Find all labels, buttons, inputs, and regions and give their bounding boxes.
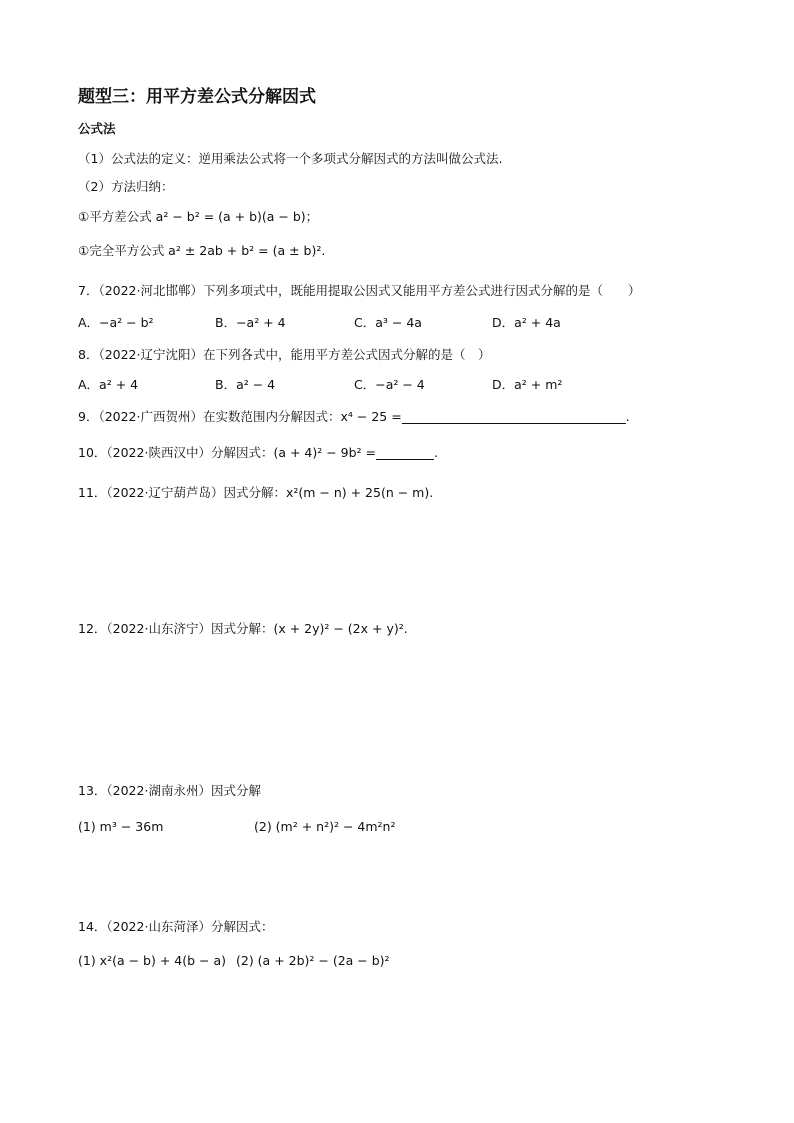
question-7-stem: 7．（2022·河北邯郸）下列多项式中，既能用提取公因式又能用平方差公式进行因式分解的是（ ） <box>78 283 641 298</box>
question-10-end: . <box>434 445 438 460</box>
question-9 <box>78 408 630 426</box>
page-title: 题型三：用平方差公式分解因式 <box>78 87 316 107</box>
question-8-option-a: A．a² + 4 <box>78 377 139 392</box>
intro-item-2: （2）方法归纳： <box>78 179 174 194</box>
question-10-stem: 10．（2022·陕西汉中）分解因式：(a + 4)² − 9b² = <box>78 445 377 460</box>
question-8-stem: 8．（2022·辽宁沈阳）在下列各式中，能用平方差公式因式分解的是（ ） <box>78 347 491 362</box>
question-10 <box>78 444 438 462</box>
formula-perfect-square: ①完全平方公式 a² ± 2ab + b² = (a ± b)². <box>78 243 326 258</box>
question-7-option-b: B．−a² + 4 <box>215 315 286 330</box>
question-8-option-c: C．−a² − 4 <box>354 377 425 392</box>
question-8-option-b: B．a² − 4 <box>215 377 276 392</box>
formula-difference-of-squares: ①平方差公式 a² − b² = (a + b)(a − b)； <box>78 209 319 224</box>
question-9-stem: 9．（2022·广西贺州）在实数范围内分解因式：x⁴ − 25 = <box>78 409 402 424</box>
question-7-option-a: A．−a² − b² <box>78 315 154 330</box>
question-12-stem: 12．（2022·山东济宁）因式分解：(x + 2y)² − (2x + y)². <box>78 621 408 636</box>
intro-item-1: （1）公式法的定义：逆用乘法公式将一个多项式分解因式的方法叫做公式法. <box>78 151 503 166</box>
question-9-end: . <box>625 409 630 424</box>
question-13-stem: 13．（2022·湖南永州）因式分解 <box>78 783 261 798</box>
question-14-stem: 14．（2022·山东菏泽）分解因式： <box>78 919 274 934</box>
question-14-part-2: (2) (a + 2b)² − (2a − b)² <box>236 953 390 968</box>
question-13-part-2: (2) (m² + n²)² − 4m²n² <box>254 819 396 834</box>
question-9-answer-blank[interactable] <box>402 409 626 424</box>
section-label: 公式法 <box>78 121 116 136</box>
question-11-stem: 11．（2022·辽宁葫芦岛）因式分解：x²(m − n) + 25(n − m). <box>78 485 434 500</box>
question-8-option-d: D．a² + m² <box>492 377 563 392</box>
question-7-option-c: C．a³ − 4a <box>354 315 422 330</box>
question-13-part-1: (1) m³ − 36m <box>78 819 164 834</box>
question-7-option-d: D．a² + 4a <box>492 315 561 330</box>
question-14-part-1: (1) x²(a − b) + 4(b − a) <box>78 953 226 968</box>
question-10-answer-blank[interactable] <box>376 445 434 460</box>
